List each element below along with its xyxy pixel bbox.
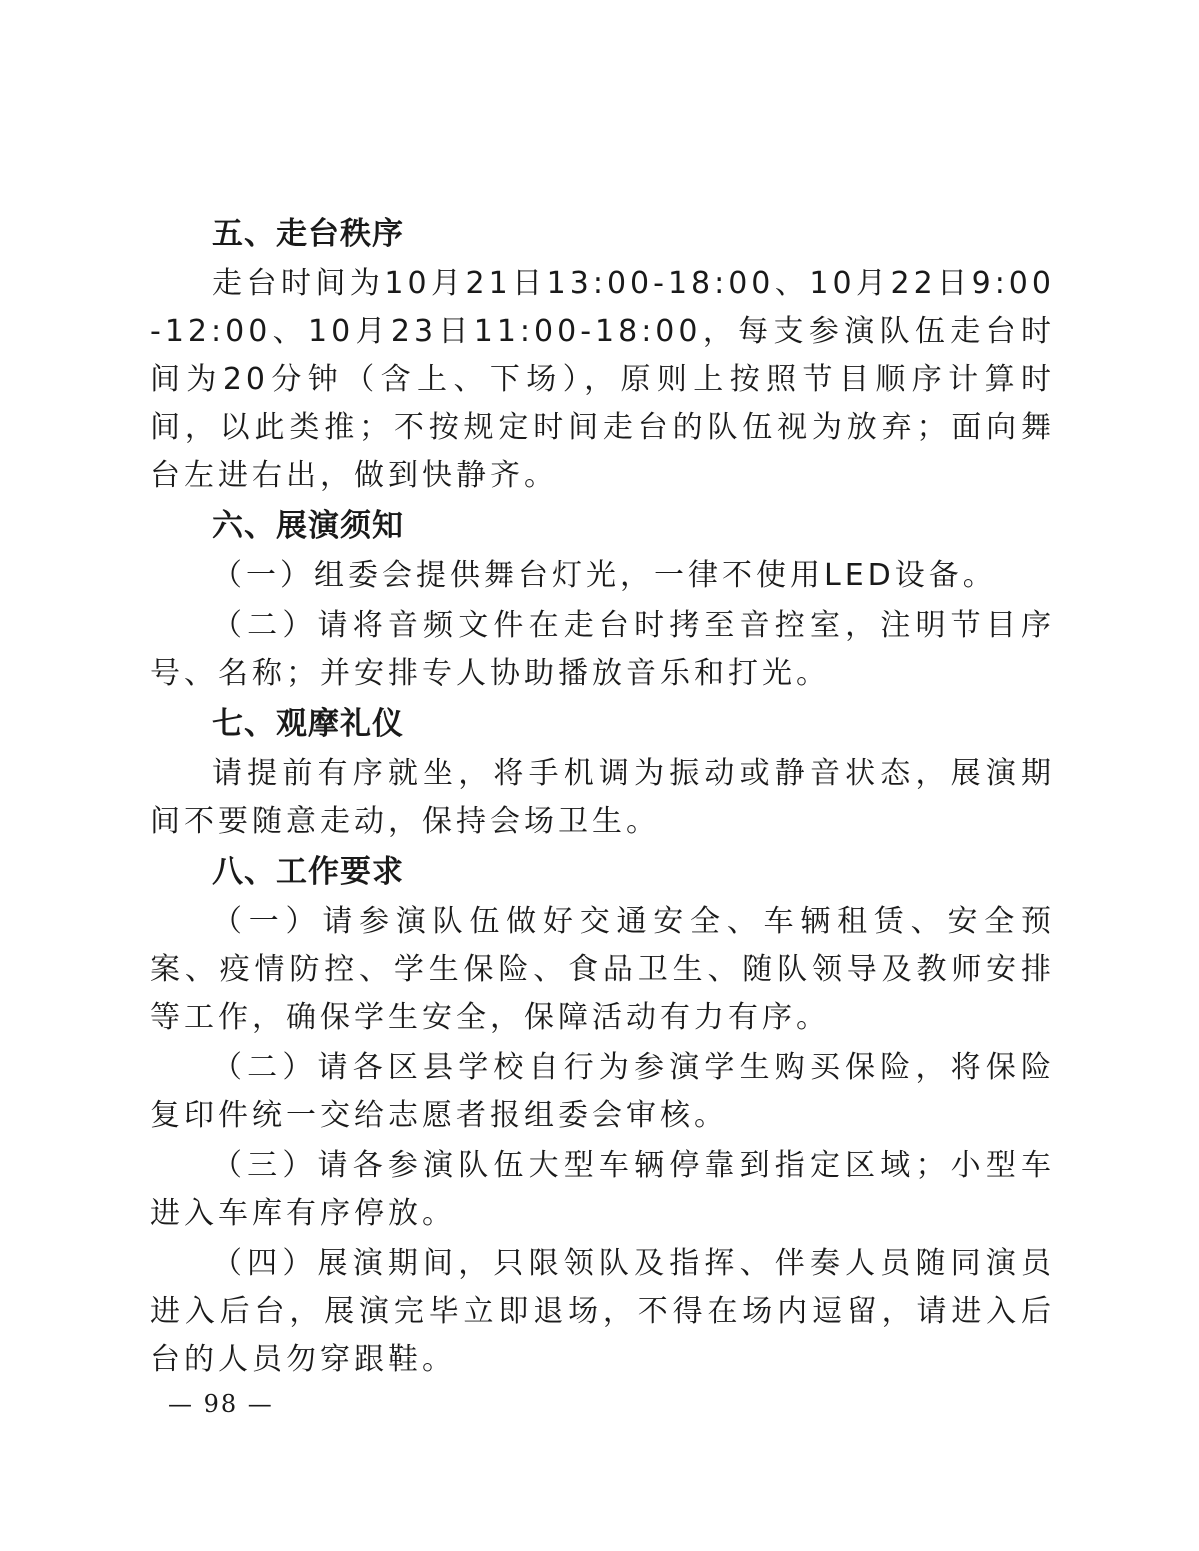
paragraph-etiquette: 请提前有序就坐，将手机调为振动或静音状态，展演期间不要随意走动，保持会场卫生。 bbox=[150, 756, 1055, 839]
document-body bbox=[150, 210, 1055, 1386]
paragraph-backstage: （四）展演期间，只限领队及指挥、伴奏人员随同演员进入后台，展演完毕立即退场，不得在场内逗留，请进入后台的人员勿穿跟鞋。 bbox=[150, 1246, 1055, 1377]
section-heading-5: 五、走台秩序 bbox=[212, 216, 404, 252]
paragraph-safety: （一）请参演队伍做好交通安全、车辆租赁、安全预案、疫情防控、学生保险、食品卫生、随队领导及教师安排等工作，确保学生安全，保障活动有力有序。 bbox=[150, 904, 1055, 1035]
paragraph-insurance: （二）请各区县学校自行为参演学生购买保险，将保险复印件统一交给志愿者报组委会审核。 bbox=[150, 1050, 1055, 1133]
paragraph-audio-files: （二）请将音频文件在走台时拷至音控室，注明节目序号、名称；并安排专人协助播放音乐和打光。 bbox=[150, 608, 1055, 691]
section-heading-6: 六、展演须知 bbox=[212, 508, 404, 544]
paragraph-rehearsal-schedule: 走台时间为10月21日13:00-18:00、10月22日9:00-12:00、10月23日11:00-18:00，每支参演队伍走台时间为20分钟（含上、下场），原则上按照节目顺序计算时间，以此类推；不按规定时间走台的队伍视为放弃；面向舞台左进右出，做到快静齐。 bbox=[150, 266, 1055, 493]
section-heading-7: 七、观摩礼仪 bbox=[212, 706, 404, 742]
section-heading-8: 八、工作要求 bbox=[212, 854, 404, 890]
page-number: — 98 — bbox=[168, 1390, 274, 1418]
paragraph-parking: （三）请各参演队伍大型车辆停靠到指定区域；小型车进入车库有序停放。 bbox=[150, 1148, 1055, 1231]
paragraph-lighting: （一）组委会提供舞台灯光，一律不使用LED设备。 bbox=[212, 558, 997, 593]
